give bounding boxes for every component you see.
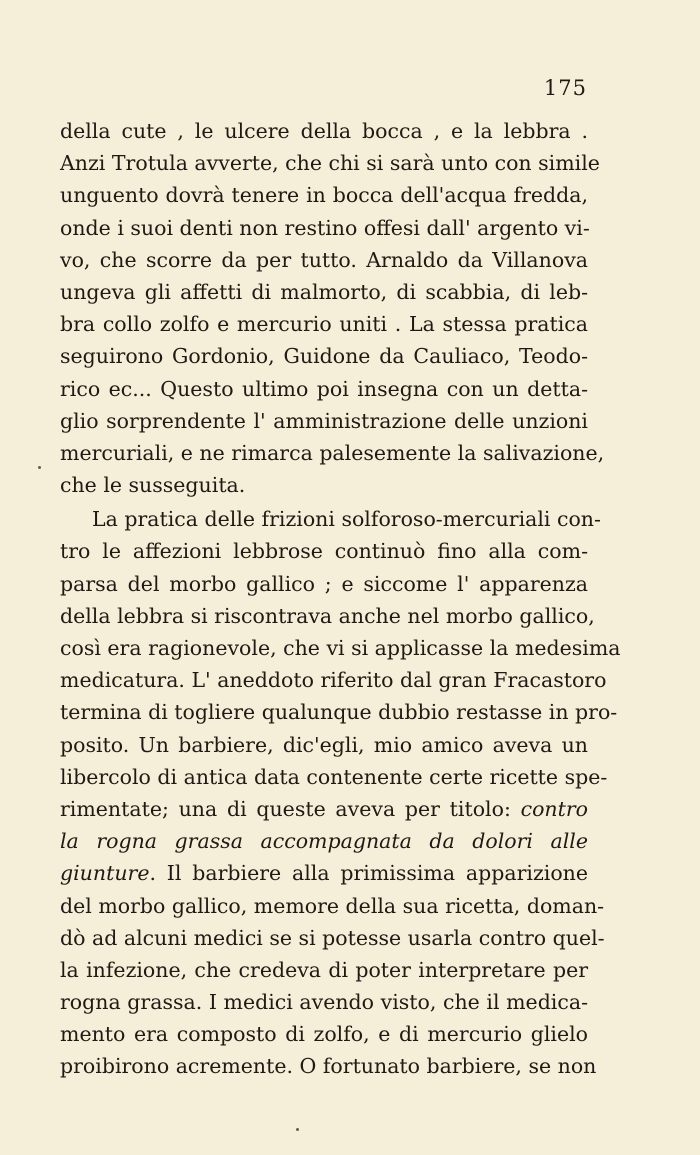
text-line (60, 115, 588, 147)
text-line (60, 568, 588, 600)
text-line (60, 696, 618, 728)
text-segment: ungeva gli affetti di malmorto, di scabbia, di leb- (60, 279, 588, 304)
text-line (60, 535, 588, 567)
italic-text: la rogna grassa accompagnata da dolori alle (60, 829, 588, 854)
text-segment: bra collo zolfo e mercurio uniti . La stessa pratica (60, 312, 588, 337)
text-line (60, 437, 605, 469)
paragraph (60, 115, 605, 501)
text-segment: termina di togliere qualunque dubbio restasse in pro- (60, 700, 618, 725)
text-segment: medicatura. L' aneddoto riferito dal gran Fracastoro (60, 668, 607, 693)
text-line (60, 373, 588, 405)
text-segment: mercuriali, e ne rimarca palesemente la salivazione, (60, 440, 605, 465)
text-segment: dò ad alcuni medici se si potesse usarla contro quel- (60, 925, 605, 950)
text-segment: parsa del morbo gallico ; e siccome l' apparenza (60, 571, 588, 596)
text-line (60, 405, 588, 437)
text-line (60, 761, 608, 793)
text-segment: così era ragionevole, che vi si applicasse la medesima (60, 636, 621, 660)
text-line (60, 600, 595, 632)
text-segment: posito. Un barbiere, dic'egli, mio amico aveva un (60, 732, 588, 757)
ink-speck (38, 466, 41, 469)
text-segment: seguirono Gordonio, Guidone da Cauliaco, Teodo- (60, 344, 588, 369)
text-segment: vo, che scorre da per tutto. Arnaldo da Villanova (60, 247, 588, 272)
text-line (60, 308, 588, 340)
text-line (60, 147, 600, 179)
text-segment: La pratica delle frizioni solforoso-mercuriali con- (92, 507, 601, 532)
ink-speck (296, 1128, 299, 1131)
text-line (60, 340, 588, 372)
text-line (60, 244, 588, 276)
text-line (60, 632, 621, 664)
text-line (60, 276, 588, 308)
text-segment: tro le affezioni lebbrose continuò fino alla com- (60, 539, 588, 564)
text-segment: Anzi Trotula avverte, che chi si sarà unto con simile (60, 151, 600, 176)
text-line (60, 179, 588, 211)
text-line (60, 793, 588, 825)
text-segment: proibirono acremente. O fortunato barbiere, se non (60, 1054, 597, 1079)
body-text (60, 115, 621, 1083)
page-number: 175 (543, 76, 587, 100)
text-line (60, 1050, 597, 1082)
text-segment: mento era composto di zolfo, e di mercurio glielo (60, 1022, 588, 1047)
text-segment: del morbo gallico, memore della sua ricetta, doman- (60, 893, 605, 918)
paragraph (60, 503, 621, 1082)
text-segment: rimentate; una di queste aveva per titolo: (60, 796, 521, 821)
text-line (60, 729, 588, 761)
text-segment: unguento dovrà tenere in bocca dell'acqua fredda, (60, 183, 588, 208)
text-segment: libercolo di antica data contenente certe ricette spe- (60, 764, 608, 789)
text-segment: della cute , le ulcere della bocca , e la lebbra . (60, 119, 588, 143)
italic-text: contro (520, 796, 588, 821)
text-line (60, 825, 588, 857)
text-line (60, 1018, 588, 1050)
italic-text: giunture (60, 861, 150, 886)
text-segment: la infezione, che credeva di poter interpretare per (60, 957, 588, 982)
text-segment: rogna grassa. I medici avendo visto, che il medica- (60, 990, 588, 1015)
text-line (60, 857, 588, 889)
text-line (60, 503, 601, 535)
text-line (60, 664, 607, 696)
text-segment: della lebbra si riscontrava anche nel morbo gallico, (60, 603, 595, 628)
text-line (60, 986, 588, 1018)
text-line (60, 954, 588, 986)
text-line (60, 212, 588, 244)
text-line (60, 890, 605, 922)
text-segment: onde i suoi denti non restino offesi dall' argento vi- (60, 215, 590, 240)
text-segment: glio sorprendente l' amministrazione delle unzioni (60, 408, 588, 433)
text-segment: che le susseguita. (60, 473, 246, 498)
text-line (60, 469, 588, 501)
text-segment: . Il barbiere alla primissima apparizione (149, 861, 588, 886)
text-segment: rico ec... Questo ultimo poi insegna con un detta- (60, 376, 588, 401)
text-line (60, 922, 605, 954)
